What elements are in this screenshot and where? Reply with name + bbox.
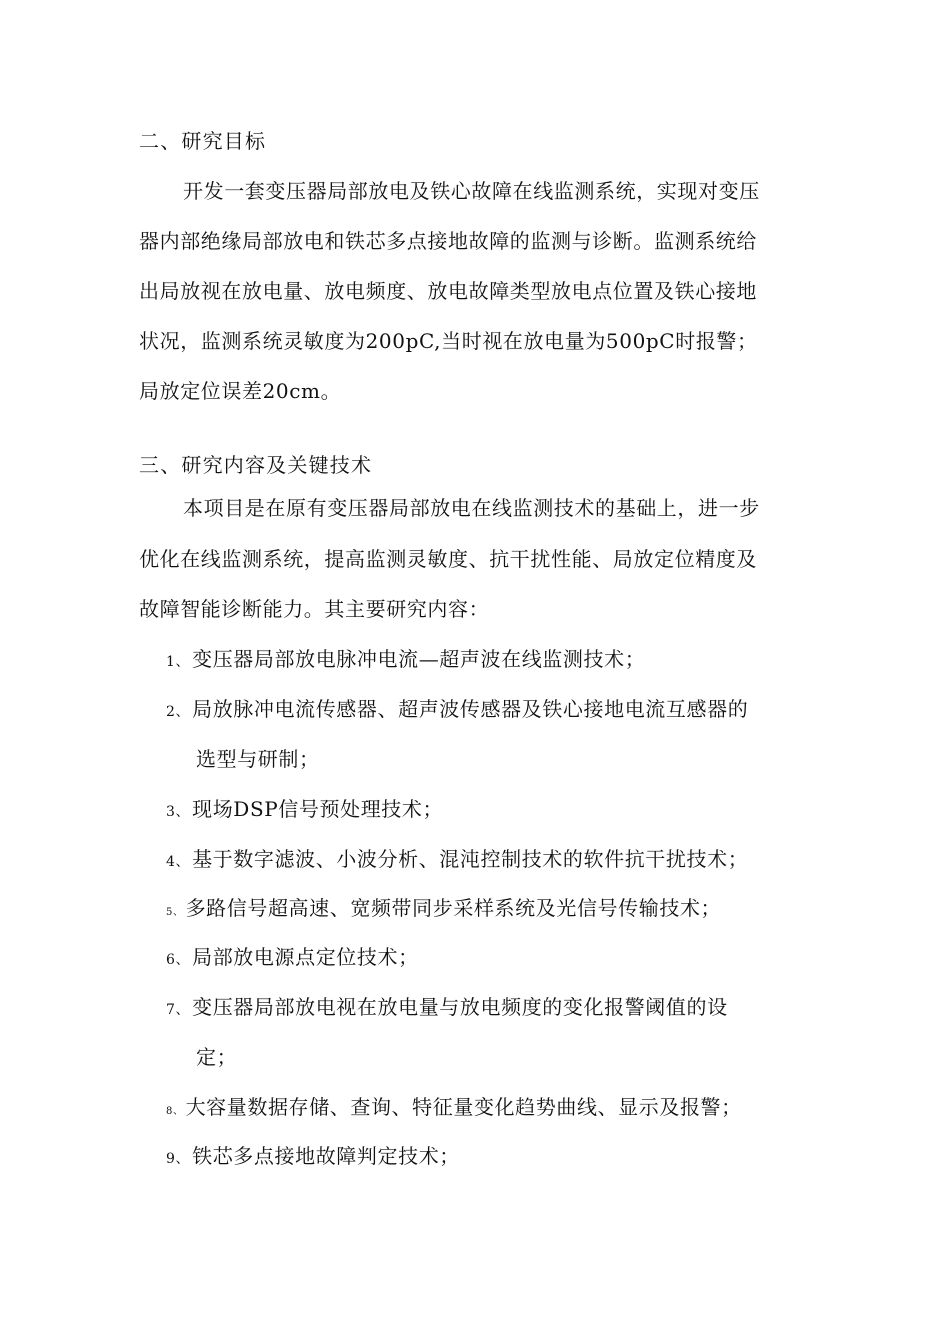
list-item <box>166 696 748 725</box>
section-heading-research-content: 三、研究内容及关键技术 <box>139 453 373 477</box>
list-item-number: 7、 <box>166 1002 191 1018</box>
list-item <box>166 994 728 1023</box>
list-item-number: 5、 <box>166 907 184 918</box>
list-item-text: 变压器局部放电视在放电量与放电频度的变化报警阈值的设 <box>192 995 728 1019</box>
list-item <box>166 796 443 825</box>
goals-paragraph-line: 出局放视在放电量、放电频度、放电故障类型放电点位置及铁心接地 <box>139 279 757 303</box>
list-item-continuation: 选型与研制； <box>196 747 320 771</box>
list-item-number: 4、 <box>166 854 191 870</box>
list-item <box>166 1143 460 1172</box>
list-item-number: 1、 <box>166 654 191 670</box>
content-paragraph-line: 本项目是在原有变压器局部放电在线监测技术的基础上，进一步 <box>183 496 760 520</box>
goals-paragraph-line: 状况，监测系统灵敏度为200pC,当时视在放电量为500pC时报警； <box>139 329 758 353</box>
list-item-number: 6、 <box>166 952 191 968</box>
list-item-continuation: 定； <box>196 1045 238 1069</box>
list-item-text: 变压器局部放电脉冲电流—超声波在线监测技术； <box>192 647 646 671</box>
list-item-text: 现场DSP信号预处理技术； <box>192 797 444 821</box>
list-item <box>166 944 419 973</box>
list-item-number: 9、 <box>166 1151 191 1167</box>
list-item <box>166 895 721 926</box>
section-heading-research-goals: 二、研究目标 <box>139 129 267 153</box>
goals-paragraph-line: 开发一套变压器局部放电及铁心故障在线监测系统，实现对变压 <box>183 179 760 203</box>
list-item-text: 基于数字滤波、小波分析、混沌控制技术的软件抗干扰技术； <box>192 847 749 871</box>
content-paragraph-line: 优化在线监测系统，提高监测灵敏度、抗干扰性能、局放定位精度及 <box>139 547 757 571</box>
list-item-text: 铁芯多点接地故障判定技术； <box>192 1144 460 1168</box>
list-item-text: 局放脉冲电流传感器、超声波传感器及铁心接地电流互感器的 <box>192 697 749 721</box>
list-item-text: 局部放电源点定位技术； <box>192 945 419 969</box>
list-item <box>166 1094 742 1125</box>
list-item-number: 3、 <box>166 804 191 820</box>
list-item <box>166 646 645 675</box>
goals-paragraph-line: 局放定位误差20cm。 <box>139 379 342 403</box>
list-item-number: 2、 <box>166 704 191 720</box>
goals-paragraph-line: 器内部绝缘局部放电和铁芯多点接地故障的监测与诊断。监测系统给 <box>139 229 757 253</box>
list-item-number: 8、 <box>166 1106 184 1117</box>
list-item-text: 多路信号超高速、宽频带同步采样系统及光信号传输技术； <box>185 896 722 920</box>
content-paragraph-line: 故障智能诊断能力。其主要研究内容： <box>139 597 490 621</box>
list-item-text: 大容量数据存储、查询、特征量变化趋势曲线、显示及报警； <box>185 1095 742 1119</box>
list-item <box>166 846 748 875</box>
